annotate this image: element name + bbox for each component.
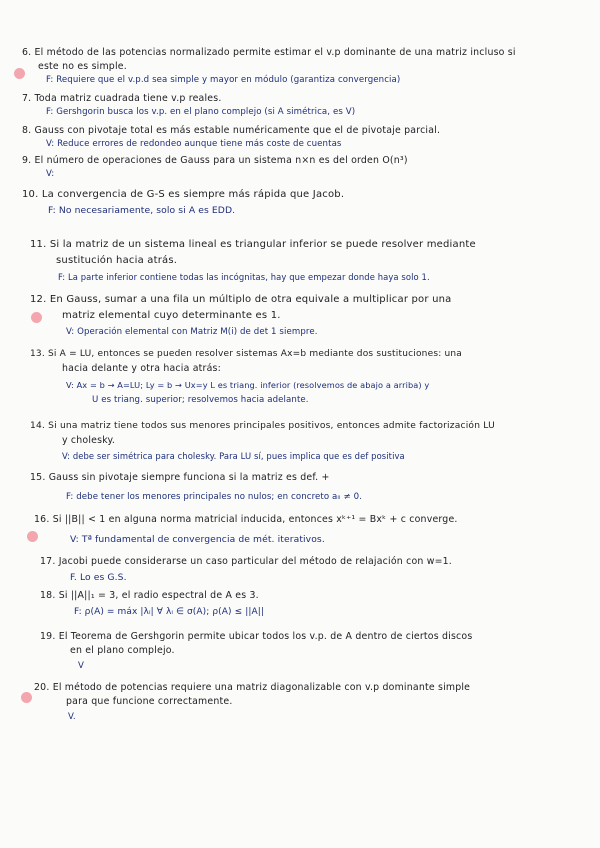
answer-text: V: Tª fundamental de convergencia de mét. iterativos. xyxy=(70,534,325,545)
question-text: 18. Si ||A||₁ = 3, el radio espectral de A es 3. xyxy=(40,590,259,601)
question-text: hacia delante y otra hacia atrás: xyxy=(62,363,221,374)
question-text: 15. Gauss sin pivotaje siempre funciona si la matriz es def. + xyxy=(30,472,330,483)
question-text: 8. Gauss con pivotaje total es más estable numéricamente que el de pivotaje parcial. xyxy=(22,125,441,136)
margin-marker-dot xyxy=(21,692,32,703)
answer-text: V: Reduce errores de redondeo aunque tiene más coste de cuentas xyxy=(46,139,342,149)
question-text: 20. El método de potencias requiere una matriz diagonalizable con v.p dominante simple xyxy=(34,682,471,693)
answer-text: V: xyxy=(46,169,55,179)
question-text: 19. El Teorema de Gershgorin permite ubicar todos los v.p. de A dentro de ciertos discos xyxy=(40,631,473,642)
answer-text: V: Operación elemental con Matriz M(i) de det 1 siempre. xyxy=(66,327,318,337)
answer-text: V: debe ser simétrica para cholesky. Para LU sí, pues implica que es def positiva xyxy=(62,451,405,461)
answer-text: V xyxy=(78,661,84,671)
answer-text: U es triang. superior; resolvemos hacia adelante. xyxy=(92,395,309,405)
answer-text: F: Gershgorin busca los v.p. en el plano complejo (si A simétrica, es V) xyxy=(46,107,356,117)
margin-marker-dot xyxy=(31,312,42,323)
answer-text: F: debe tener los menores principales no nulos; en concreto aᵢᵢ ≠ 0. xyxy=(66,492,363,502)
question-text: este no es simple. xyxy=(38,61,127,72)
margin-marker-dot xyxy=(27,531,38,542)
answer-text: F: No necesariamente, solo si A es EDD. xyxy=(48,205,236,216)
question-text: y cholesky. xyxy=(62,435,116,446)
answer-text: F: Requiere que el v.p.d sea simple y mayor en módulo (garantiza convergencia) xyxy=(46,75,401,85)
question-text: sustitución hacia atrás. xyxy=(56,255,178,266)
answer-text: F: La parte inferior contiene todas las incógnitas, hay que empezar donde haya solo 1. xyxy=(58,272,430,282)
question-text: 11. Si la matriz de un sistema lineal es triangular inferior se puede resolver mediante xyxy=(30,239,476,250)
question-text: 14. Si una matriz tiene todos sus menores principales positivos, entonces admite factorización LU xyxy=(30,421,495,431)
question-text: 17. Jacobi puede considerarse un caso particular del método de relajación con w=1. xyxy=(40,556,452,567)
margin-marker-dot xyxy=(14,68,25,79)
question-text: 6. El método de las potencias normalizado permite estimar el v.p dominante de una matriz incluso si xyxy=(22,47,516,58)
question-text: 9. El número de operaciones de Gauss para un sistema n×n es del orden O(n³) xyxy=(22,155,408,166)
answer-text: F. Lo es G.S. xyxy=(70,572,127,583)
answer-text: V: Ax = b → A=LU; Ly = b → Ux=y L es triang. inferior (resolvemos de abajo a arriba) y xyxy=(66,380,430,390)
answer-text: F: ρ(A) = máx |λᵢ| ∀ λᵢ ∈ σ(A); ρ(A) ≤ ||A|| xyxy=(74,607,264,617)
question-text: 7. Toda matriz cuadrada tiene v.p reales. xyxy=(22,93,222,104)
question-text: 10. La convergencia de G-S es siempre más rápida que Jacob. xyxy=(22,189,345,200)
answer-text: V. xyxy=(68,712,76,722)
question-text: 13. Si A = LU, entonces se pueden resolver sistemas Ax=b mediante dos sustituciones: una xyxy=(30,349,463,359)
question-text: 16. Si ||B|| < 1 en alguna norma matricial inducida, entonces xᵏ⁺¹ = Bxᵏ + c converge. xyxy=(34,514,458,525)
question-text: en el plano complejo. xyxy=(70,645,175,656)
question-text: para que funcione correctamente. xyxy=(66,696,233,707)
question-text: matriz elemental cuyo determinante es 1. xyxy=(62,310,281,321)
question-text: 12. En Gauss, sumar a una fila un múltiplo de otra equivale a multiplicar por una xyxy=(30,294,452,305)
